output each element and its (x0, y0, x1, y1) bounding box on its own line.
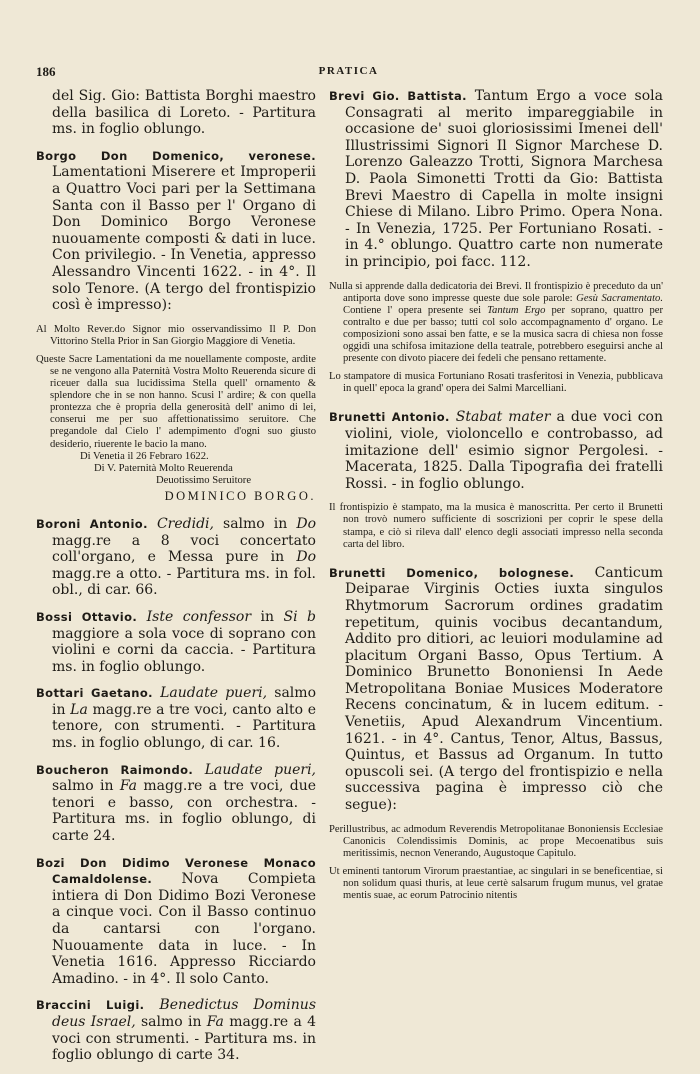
entry-text: Lamentationi Miserere et Improperii a Quattro Voci pari per la Settimana Santa con il Basso per l' Organo di Don Dominico Borgo Veronese nuouamente composti & dati in luce. Con privilegio. - In Venetia, appresso Alessandro Vincenti 1622. - in 4°. Il solo Tenore. (A tergo del frontispizio così è impresso): (52, 164, 316, 314)
entry-text: magg.re a 4 voci con strumenti. - Partitura ms. in foglio oblungo di carte 34. (52, 1013, 316, 1064)
perillustribus-note: Perillustribus, ac admodum Reverendis Metropolitanae Bononiensis Ecclesiae Canonicis Colendissimis Dominis, ac prope Mecoenatibus suis meritissimis, necnon Venerando, Augustoque Capitulo. (329, 823, 663, 859)
entry-text: a due voci con violini, viole, violoncello e controbasso, ad imitazione dell' esimio signor Pergolesi. - Macerata, 1825. Dalla Tipografia dei fratelli Rossi. - in foglio oblungo. (345, 409, 664, 492)
entry-bossi (36, 609, 316, 675)
entry-braccini (36, 997, 316, 1063)
entry-text: in (251, 608, 284, 625)
entry-text: Canticum Deiparae Virginis Octies iuxta singulos Rhytmorum Sacrorum ordines gradatim repetitum, quinis vocibus decantandum, Addito pro ditiori, ac leuiori modulamine ad placitum Organi Basso, Opus Tertium. A Dominico Brunetto Bononiensi In Aede Metropolitana Boniae Musices Moderatore Recens concinatum, & in lucem editum. - Venetiis, Apud Alexandrum Vincentium. 1621. - in 4°. Cantus, Tenor, Altus, Bassus, Quintus, et Bassus ad Organum. In tutto opuscoli sei. (A tergo del frontispizio e nella successiva pagina è impresso ciò che segue): (345, 564, 663, 814)
work-title: Benedictus Dominus deus Israel, (52, 997, 317, 1030)
page-number: 186 (36, 64, 56, 79)
left-column (36, 88, 316, 1074)
author-name: Bottari Gaetano. (36, 686, 153, 701)
author-name: Brevi Gio. Battista. (329, 89, 467, 103)
work-title: Laudate pueri, (160, 685, 268, 702)
key-name: La (70, 701, 88, 718)
brevi-note (329, 281, 663, 366)
note-text: Nulla si apprende dalla dedicatoria dei Brevi. Il frontispizio è preceduto da un' antiporta dove sono impresse queste due sole parole: (329, 280, 663, 304)
author-name: Braccini Luigi. (36, 998, 145, 1013)
entry-text: salmo in (213, 515, 297, 532)
entry-brunetti-antonio (329, 409, 663, 492)
entry-text: magg.re a otto. - Partitura ms. in fol. obl., di car. 66. (52, 565, 316, 599)
note-text: Contiene l' opera presente sei (343, 304, 488, 316)
author-name: Boroni Antonio. (36, 516, 148, 531)
entry-bottari (36, 685, 316, 751)
entry-boucheron (36, 762, 316, 845)
entry-text: salmo in (135, 1013, 207, 1030)
entry-bozi (36, 855, 316, 988)
note-text: per soprano, quattro per contralto e due per basso; tutti col solo accompagnamento d' organo. Le composizioni sono assai ben fatte, e se la musica sacra di chiesa non fosse oggidì una schifosa imitazione della teatrale, potrebbero eseguirsi anche al presente con divoto piacere dei fedeli che pensano rettamente. (343, 304, 663, 365)
key-name: Do (296, 515, 317, 532)
author-name: Bozi Don Didimo Veronese Monaco Camaldolense. (36, 855, 316, 887)
entry-brevi (329, 88, 663, 271)
key-name: Si b (283, 608, 316, 625)
note-italic: Gesù Sacramentato. (576, 292, 663, 304)
letter-servant: Deuotissimo Seruitore (156, 474, 252, 486)
entry-text: Tantum Ergo a voce sola Consagrati al merito impareggiabile in occasione de' suoi gloriosissimi Imenei dell' Illustrissimi Signori Il Signor Marchese D. Lorenzo Galeazzo Trotti, Signora Marchesa D. Paola Simonetti Trotti da Gio: Battista Brevi Maestro di Capella in molte insigni Chiese di Milano. Libro Primo. Opera Nona. - In Venezia, 1725. Per Fortuniano Rosati. - in 4.° oblungo. Quattro carte non numerate in principio, poi facc. 112. (345, 88, 663, 270)
author-name: Brunetti Antonio. (329, 410, 450, 425)
entry-borgo (36, 148, 316, 314)
author-name: Bossi Ottavio. (36, 609, 138, 624)
brevi-printer-note: Lo stampatore di musica Fortuniano Rosati trasferitosi in Venezia, pubblicava in quell' epoca la grand' opera dei Salmi Marcelliani. (329, 371, 663, 395)
page-header (36, 64, 661, 82)
author-name: Brunetti Domenico, bolognese. (329, 565, 575, 580)
entry-text: magg.re a tre voci, due tenori e basso, con orchestra. - Partitura ms. in foglio oblungo, di carte 24. (52, 778, 317, 845)
dedication-letter: Queste Sacre Lamentationi da me nouellamente composte, ardite se ne vengono alla Paternità Vostra Molto Reuerenda sicure di riceuer dalla sua lucidissima Stella quell' ornamento & splendore che in se non hanno. Scusi l' ardire; & con quella prontezza che è propria della generosità dell' animo di lei, conserui me per suo affettionatissimo seruitore. Che pregandole dal Cielo l' adempimento d'ogni suo giusto desiderio, riuerente le bacio la mano. (36, 353, 316, 450)
author-name: Boucheron Raimondo. (36, 762, 194, 777)
key-name: Do (296, 549, 316, 566)
ut-eminenti-note: Ut eminenti tantorum Virorum praestantiae, ac singulari in se beneficentiae, si non solidum quasi thuris, at leue certè salsarum frugum munus, vel gratae mentis suae, ac eorum Patrocinio nitentis (329, 865, 663, 902)
entry-text: Nova Compieta intiera di Don Didimo Bozi Veronese a cinque voci. Con il Basso continuo da cantarsi con l'organo. Nuouamente data in luce. - In Venetia 1616. Appresso Ricciardo Amadino. - in 4°. Il solo Canto. (52, 871, 316, 987)
entry-text: salmo in (52, 778, 120, 795)
entry-boroni (36, 516, 316, 599)
borghi-entry-continuation: del Sig. Gio: Battista Borghi maestro della basilica di Loreto. - Partitura ms. in foglio oblungo. (52, 88, 316, 138)
letter-signature: DOMINICO BORGO. (164, 488, 316, 503)
key-name: Fa (119, 778, 138, 795)
letter-closing: Di V. Paternità Molto Reuerenda (94, 462, 233, 474)
entry-text: magg.re a tre voci, canto alto e tenore, con strumenti. - Partitura ms. in foglio oblungo, di car. 16. (52, 701, 316, 752)
work-title: Credidi, (156, 515, 214, 532)
letter-date: Di Venetia il 26 Febraro 1622. (80, 450, 209, 462)
author-name: Borgo Don Domenico, veronese. (36, 148, 316, 163)
work-title: Stabat mater (455, 409, 551, 426)
dedication-note: Al Molto Rever.do Signor mio osservandissimo Il P. Don Vittorino Stella Prior in San Giorgio Maggiore di Venetia. (36, 323, 316, 347)
running-title: PRATICA (318, 65, 379, 77)
entry-text: magg.re a 8 voci concertato coll'organo, e Messa pure in (52, 532, 316, 566)
entry-text: salmo in (52, 685, 316, 718)
work-title: Iste confessor (146, 608, 252, 625)
right-column (329, 88, 663, 908)
note-italic: Tantum Ergo (487, 304, 546, 316)
entry-brunetti-domenico (329, 565, 663, 814)
brunetti-antonio-note: Il frontispizio è stampato, ma la musica è manoscritta. Per certo il Brunetti non trovò numero sufficiente di soscrizioni per coprir le spese della stampa, e ciò si rileva dall' elenco degli associati impresso nella seconda carta del libro. (329, 502, 663, 550)
work-title: Laudate pueri, (204, 761, 317, 778)
key-name: Fa (206, 1013, 224, 1030)
entry-text: maggiore a sola voce di soprano con violini e corni da caccia. - Partitura ms. in foglio oblungo. (52, 625, 316, 675)
